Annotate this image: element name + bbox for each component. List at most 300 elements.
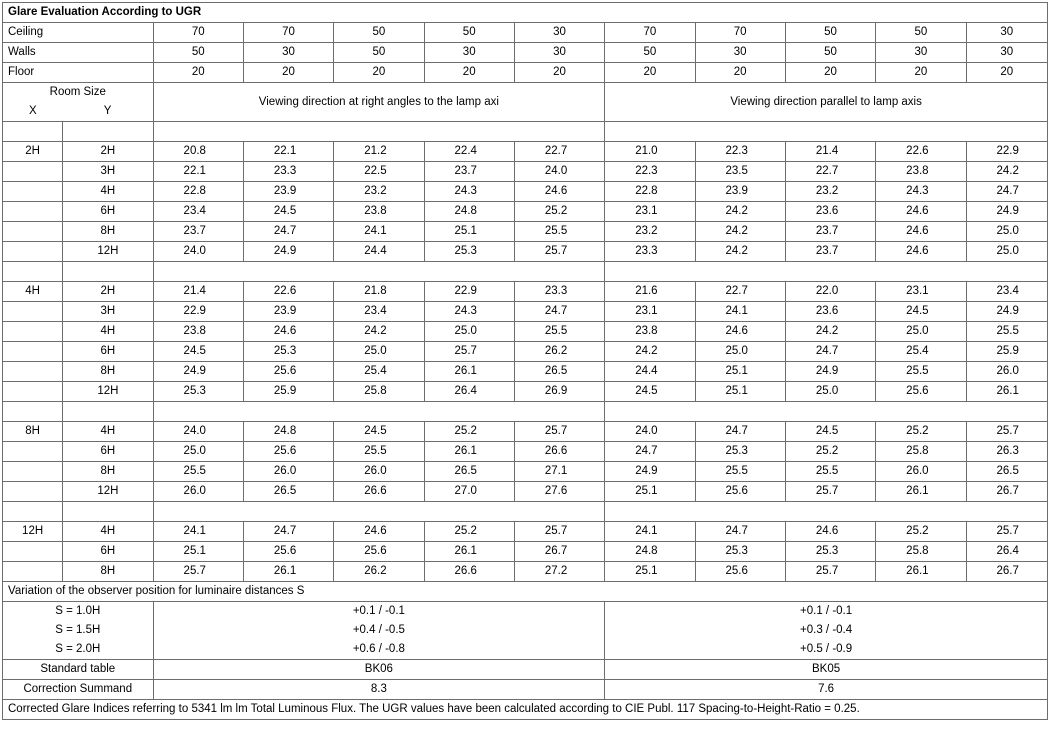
ugr-value: 24.2 — [334, 322, 424, 342]
table-row — [3, 182, 1048, 202]
variation-value-par: +0.1 / -0.1 — [605, 602, 1048, 622]
ugr-value: 23.2 — [785, 182, 875, 202]
ugr-value: 26.1 — [243, 562, 333, 582]
reflectance-label-walls: Walls — [3, 43, 154, 63]
ugr-value: 25.7 — [966, 522, 1048, 542]
footer-note: Corrected Glare Indices referring to 5341 lm lm Total Luminous Flux. The UGR values have been calculated according to CIE Publ. 117 Spacing-to-Height-Ratio = 0.25. — [3, 700, 1048, 720]
standard-table-par: BK05 — [605, 660, 1048, 680]
ugr-value: 22.3 — [695, 142, 785, 162]
ugr-value: 23.4 — [153, 202, 243, 222]
ugr-value: 26.0 — [966, 362, 1048, 382]
reflectance-row-walls — [3, 43, 1048, 63]
reflectance-value: 70 — [243, 23, 333, 43]
ugr-value: 25.0 — [785, 382, 875, 402]
ugr-value: 23.7 — [785, 222, 875, 242]
group-spacer — [3, 262, 1048, 282]
table-row — [3, 562, 1048, 582]
ugr-value: 24.2 — [966, 162, 1048, 182]
y-value: 3H — [63, 302, 153, 322]
table-row — [3, 222, 1048, 242]
y-value: 2H — [63, 142, 153, 162]
ugr-value: 25.1 — [153, 542, 243, 562]
ugr-value: 26.0 — [153, 482, 243, 502]
y-value: 4H — [63, 522, 153, 542]
ugr-value: 25.2 — [424, 522, 514, 542]
y-value: 2H — [63, 282, 153, 302]
reflectance-value: 30 — [514, 23, 604, 43]
ugr-value: 26.2 — [334, 562, 424, 582]
x-header: X — [3, 102, 63, 122]
ugr-value: 25.5 — [785, 462, 875, 482]
reflectance-value: 20 — [695, 63, 785, 83]
ugr-value: 22.0 — [785, 282, 875, 302]
ugr-value: 25.7 — [153, 562, 243, 582]
ugr-value: 22.9 — [966, 142, 1048, 162]
variation-value-perp: +0.1 / -0.1 — [153, 602, 605, 622]
variation-row — [3, 621, 1048, 640]
ugr-value: 26.7 — [514, 542, 604, 562]
reflectance-value: 20 — [966, 63, 1048, 83]
viewing-direction-parallel-header: Viewing direction parallel to lamp axis — [605, 83, 1048, 122]
reflectance-value: 50 — [785, 43, 875, 63]
ugr-value: 26.5 — [424, 462, 514, 482]
table-row — [3, 242, 1048, 262]
ugr-value: 22.6 — [243, 282, 333, 302]
ugr-value: 22.7 — [785, 162, 875, 182]
ugr-value: 23.6 — [785, 202, 875, 222]
ugr-value: 23.7 — [424, 162, 514, 182]
ugr-value: 24.6 — [876, 222, 966, 242]
table-row — [3, 342, 1048, 362]
reflectance-label-ceiling: Ceiling — [3, 23, 154, 43]
viewing-direction-right-angles-header: Viewing direction at right angles to the lamp axi — [153, 83, 605, 122]
y-value: 6H — [63, 542, 153, 562]
ugr-value: 23.9 — [243, 182, 333, 202]
ugr-value: 24.0 — [514, 162, 604, 182]
ugr-value: 23.2 — [605, 222, 695, 242]
ugr-value: 24.3 — [424, 182, 514, 202]
ugr-value: 24.6 — [876, 202, 966, 222]
y-value: 3H — [63, 162, 153, 182]
group-spacer — [3, 122, 1048, 142]
ugr-value: 22.1 — [243, 142, 333, 162]
ugr-value: 22.9 — [153, 302, 243, 322]
ugr-value: 23.1 — [876, 282, 966, 302]
ugr-value: 25.9 — [966, 342, 1048, 362]
footer-row — [3, 700, 1048, 720]
title-row — [3, 3, 1048, 23]
reflectance-value: 20 — [153, 63, 243, 83]
ugr-value: 24.8 — [243, 422, 333, 442]
ugr-value: 25.6 — [243, 442, 333, 462]
y-value: 6H — [63, 442, 153, 462]
ugr-value: 22.6 — [876, 142, 966, 162]
ugr-value: 23.2 — [334, 182, 424, 202]
ugr-value: 24.0 — [153, 242, 243, 262]
table-row — [3, 542, 1048, 562]
ugr-value: 22.3 — [605, 162, 695, 182]
ugr-value: 25.5 — [966, 322, 1048, 342]
ugr-value: 25.2 — [876, 422, 966, 442]
ugr-value: 23.8 — [876, 162, 966, 182]
ugr-value: 24.7 — [243, 222, 333, 242]
ugr-value: 25.2 — [785, 442, 875, 462]
ugr-value: 24.5 — [243, 202, 333, 222]
ugr-value: 26.1 — [424, 542, 514, 562]
ugr-value: 25.5 — [514, 222, 604, 242]
x-value: 4H — [3, 282, 63, 302]
ugr-value: 24.8 — [605, 542, 695, 562]
ugr-value: 25.6 — [695, 562, 785, 582]
ugr-value: 22.5 — [334, 162, 424, 182]
reflectance-row-ceiling — [3, 23, 1048, 43]
ugr-value: 21.8 — [334, 282, 424, 302]
table-row — [3, 442, 1048, 462]
reflectance-row-floor — [3, 63, 1048, 83]
ugr-value: 25.0 — [695, 342, 785, 362]
ugr-value: 24.7 — [785, 342, 875, 362]
ugr-value: 24.7 — [514, 302, 604, 322]
ugr-value: 24.6 — [876, 242, 966, 262]
ugr-value: 25.6 — [243, 542, 333, 562]
ugr-value: 23.8 — [153, 322, 243, 342]
reflectance-value: 70 — [695, 23, 785, 43]
variation-value-par: +0.5 / -0.9 — [605, 640, 1048, 660]
ugr-value: 24.3 — [424, 302, 514, 322]
ugr-value: 26.1 — [424, 362, 514, 382]
reflectance-value: 30 — [966, 43, 1048, 63]
variation-label: S = 2.0H — [3, 640, 154, 660]
ugr-value: 25.7 — [785, 482, 875, 502]
ugr-value: 25.0 — [966, 222, 1048, 242]
ugr-value: 26.2 — [514, 342, 604, 362]
y-value: 4H — [63, 322, 153, 342]
ugr-value: 26.0 — [243, 462, 333, 482]
ugr-value: 23.3 — [514, 282, 604, 302]
ugr-value: 24.5 — [785, 422, 875, 442]
ugr-value: 24.2 — [605, 342, 695, 362]
ugr-value: 21.4 — [153, 282, 243, 302]
ugr-value: 27.6 — [514, 482, 604, 502]
y-value: 8H — [63, 562, 153, 582]
ugr-value: 24.9 — [153, 362, 243, 382]
ugr-value: 25.9 — [243, 382, 333, 402]
ugr-value: 26.5 — [243, 482, 333, 502]
ugr-value: 24.9 — [605, 462, 695, 482]
reflectance-value: 20 — [334, 63, 424, 83]
ugr-value: 22.8 — [153, 182, 243, 202]
ugr-value: 25.3 — [695, 542, 785, 562]
reflectance-value: 30 — [514, 43, 604, 63]
reflectance-value: 20 — [605, 63, 695, 83]
ugr-value: 23.8 — [605, 322, 695, 342]
page-title: Glare Evaluation According to UGR — [3, 3, 1048, 23]
ugr-value: 26.9 — [514, 382, 604, 402]
ugr-value: 26.5 — [966, 462, 1048, 482]
correction-summand-row — [3, 680, 1048, 700]
ugr-value: 25.0 — [966, 242, 1048, 262]
table-row — [3, 482, 1048, 502]
ugr-value: 24.6 — [334, 522, 424, 542]
ugr-value: 26.1 — [966, 382, 1048, 402]
ugr-value: 26.1 — [876, 482, 966, 502]
variation-label: S = 1.5H — [3, 621, 154, 640]
ugr-value: 24.2 — [785, 322, 875, 342]
ugr-value: 22.1 — [153, 162, 243, 182]
reflectance-value: 70 — [153, 23, 243, 43]
reflectance-value: 20 — [876, 63, 966, 83]
x-value: 12H — [3, 522, 63, 542]
ugr-value: 25.3 — [785, 542, 875, 562]
y-value: 12H — [63, 382, 153, 402]
reflectance-value: 50 — [605, 43, 695, 63]
table-row — [3, 462, 1048, 482]
ugr-value: 23.7 — [785, 242, 875, 262]
y-header: Y — [63, 102, 153, 122]
ugr-value: 23.3 — [243, 162, 333, 182]
standard-table-row — [3, 660, 1048, 680]
ugr-value: 24.1 — [605, 522, 695, 542]
ugr-value: 23.4 — [334, 302, 424, 322]
ugr-value: 24.0 — [605, 422, 695, 442]
ugr-value: 25.6 — [243, 362, 333, 382]
ugr-value: 27.1 — [514, 462, 604, 482]
ugr-value: 25.0 — [424, 322, 514, 342]
ugr-value: 24.9 — [243, 242, 333, 262]
ugr-value: 26.4 — [966, 542, 1048, 562]
ugr-value: 21.6 — [605, 282, 695, 302]
y-value: 8H — [63, 462, 153, 482]
room-size-header: Room Size — [3, 83, 154, 103]
reflectance-value: 30 — [424, 43, 514, 63]
ugr-value: 26.4 — [424, 382, 514, 402]
correction-summand-perp: 8.3 — [153, 680, 605, 700]
ugr-value: 25.0 — [153, 442, 243, 462]
ugr-value: 23.9 — [695, 182, 785, 202]
reflectance-value: 50 — [785, 23, 875, 43]
ugr-value: 25.6 — [334, 542, 424, 562]
ugr-value: 22.8 — [605, 182, 695, 202]
reflectance-value: 50 — [334, 43, 424, 63]
ugr-value: 24.5 — [605, 382, 695, 402]
ugr-value: 25.2 — [876, 522, 966, 542]
ugr-value: 25.0 — [334, 342, 424, 362]
ugr-value: 24.1 — [334, 222, 424, 242]
table-row — [3, 142, 1048, 162]
ugr-value: 26.5 — [514, 362, 604, 382]
ugr-value: 22.4 — [424, 142, 514, 162]
ugr-value: 25.5 — [334, 442, 424, 462]
ugr-value: 25.5 — [695, 462, 785, 482]
variation-row — [3, 640, 1048, 660]
ugr-value: 25.4 — [334, 362, 424, 382]
ugr-value: 25.3 — [695, 442, 785, 462]
ugr-value: 25.7 — [966, 422, 1048, 442]
reflectance-value: 50 — [334, 23, 424, 43]
ugr-value: 26.6 — [424, 562, 514, 582]
ugr-value: 24.7 — [966, 182, 1048, 202]
ugr-value: 24.6 — [695, 322, 785, 342]
reflectance-value: 20 — [424, 63, 514, 83]
ugr-value: 24.9 — [966, 202, 1048, 222]
y-value: 8H — [63, 222, 153, 242]
ugr-value: 25.3 — [424, 242, 514, 262]
ugr-value: 24.4 — [605, 362, 695, 382]
standard-table-label: Standard table — [3, 660, 154, 680]
ugr-value: 25.1 — [695, 362, 785, 382]
y-value: 4H — [63, 422, 153, 442]
ugr-value: 24.6 — [243, 322, 333, 342]
ugr-value: 25.3 — [153, 382, 243, 402]
ugr-value: 24.5 — [334, 422, 424, 442]
ugr-value: 26.7 — [966, 482, 1048, 502]
table-row — [3, 362, 1048, 382]
variation-heading-row — [3, 582, 1048, 602]
standard-table-perp: BK06 — [153, 660, 605, 680]
ugr-value: 25.7 — [514, 242, 604, 262]
ugr-value: 20.8 — [153, 142, 243, 162]
ugr-value: 24.2 — [695, 202, 785, 222]
reflectance-value: 30 — [966, 23, 1048, 43]
ugr-value: 24.5 — [876, 302, 966, 322]
variation-label: S = 1.0H — [3, 602, 154, 622]
ugr-value: 26.3 — [966, 442, 1048, 462]
ugr-value: 24.5 — [153, 342, 243, 362]
y-value: 4H — [63, 182, 153, 202]
table-row — [3, 162, 1048, 182]
ugr-value: 24.0 — [153, 422, 243, 442]
ugr-value: 26.6 — [334, 482, 424, 502]
correction-summand-par: 7.6 — [605, 680, 1048, 700]
ugr-value: 21.0 — [605, 142, 695, 162]
ugr-value: 23.7 — [153, 222, 243, 242]
ugr-value: 25.0 — [876, 322, 966, 342]
ugr-value: 24.7 — [695, 422, 785, 442]
reflectance-value: 30 — [695, 43, 785, 63]
ugr-value: 24.9 — [966, 302, 1048, 322]
group-spacer — [3, 502, 1048, 522]
reflectance-value: 20 — [514, 63, 604, 83]
ugr-value: 25.1 — [605, 562, 695, 582]
table-row — [3, 322, 1048, 342]
ugr-value: 23.1 — [605, 302, 695, 322]
ugr-value: 25.2 — [514, 202, 604, 222]
table-row — [3, 202, 1048, 222]
ugr-value: 25.8 — [334, 382, 424, 402]
ugr-value: 25.2 — [424, 422, 514, 442]
reflectance-value: 30 — [243, 43, 333, 63]
ugr-value: 25.7 — [514, 422, 604, 442]
ugr-value: 26.7 — [966, 562, 1048, 582]
ugr-value: 25.3 — [243, 342, 333, 362]
ugr-value: 25.1 — [605, 482, 695, 502]
ugr-value: 24.8 — [424, 202, 514, 222]
reflectance-value: 50 — [876, 23, 966, 43]
ugr-value: 25.5 — [153, 462, 243, 482]
ugr-value: 24.6 — [785, 522, 875, 542]
table-row — [3, 302, 1048, 322]
ugr-value: 25.1 — [424, 222, 514, 242]
table-row — [3, 522, 1048, 542]
ugr-value: 25.7 — [514, 522, 604, 542]
ugr-value: 24.2 — [695, 222, 785, 242]
reflectance-label-floor: Floor — [3, 63, 154, 83]
reflectance-value: 50 — [153, 43, 243, 63]
table-row — [3, 422, 1048, 442]
ugr-value: 25.1 — [695, 382, 785, 402]
ugr-value: 27.2 — [514, 562, 604, 582]
ugr-value: 26.6 — [514, 442, 604, 462]
viewing-direction-header-row — [3, 83, 1048, 103]
ugr-value: 24.1 — [695, 302, 785, 322]
ugr-value: 23.9 — [243, 302, 333, 322]
ugr-value: 24.7 — [243, 522, 333, 542]
ugr-value: 25.7 — [785, 562, 875, 582]
reflectance-value: 20 — [243, 63, 333, 83]
variation-row — [3, 602, 1048, 622]
ugr-value: 25.6 — [876, 382, 966, 402]
reflectance-value: 50 — [424, 23, 514, 43]
ugr-value: 23.1 — [605, 202, 695, 222]
ugr-value: 24.3 — [876, 182, 966, 202]
ugr-value: 22.7 — [514, 142, 604, 162]
ugr-value: 24.1 — [153, 522, 243, 542]
ugr-value: 25.6 — [695, 482, 785, 502]
table-row — [3, 382, 1048, 402]
ugr-value: 25.4 — [876, 342, 966, 362]
table-row — [3, 282, 1048, 302]
ugr-value: 22.7 — [695, 282, 785, 302]
ugr-value: 25.7 — [424, 342, 514, 362]
x-value: 8H — [3, 422, 63, 442]
ugr-value: 24.6 — [514, 182, 604, 202]
reflectance-value: 20 — [785, 63, 875, 83]
ugr-value: 25.5 — [876, 362, 966, 382]
ugr-value: 24.2 — [695, 242, 785, 262]
ugr-value: 23.6 — [785, 302, 875, 322]
ugr-value: 26.0 — [334, 462, 424, 482]
ugr-value: 26.1 — [424, 442, 514, 462]
ugr-value: 23.4 — [966, 282, 1048, 302]
y-value: 12H — [63, 482, 153, 502]
y-value: 8H — [63, 362, 153, 382]
group-spacer — [3, 402, 1048, 422]
ugr-value: 27.0 — [424, 482, 514, 502]
reflectance-value: 70 — [605, 23, 695, 43]
ugr-value: 25.5 — [514, 322, 604, 342]
ugr-value: 23.3 — [605, 242, 695, 262]
ugr-value: 26.1 — [876, 562, 966, 582]
ugr-table — [2, 2, 1048, 720]
ugr-value: 26.0 — [876, 462, 966, 482]
ugr-value: 25.8 — [876, 542, 966, 562]
variation-heading: Variation of the observer position for luminaire distances S — [3, 582, 1048, 602]
ugr-value: 24.4 — [334, 242, 424, 262]
variation-value-perp: +0.6 / -0.8 — [153, 640, 605, 660]
ugr-value: 24.7 — [695, 522, 785, 542]
reflectance-value: 30 — [876, 43, 966, 63]
ugr-value: 21.4 — [785, 142, 875, 162]
y-value: 12H — [63, 242, 153, 262]
ugr-value: 24.7 — [605, 442, 695, 462]
ugr-value: 22.9 — [424, 282, 514, 302]
ugr-value: 21.2 — [334, 142, 424, 162]
ugr-value: 24.9 — [785, 362, 875, 382]
variation-value-perp: +0.4 / -0.5 — [153, 621, 605, 640]
x-value: 2H — [3, 142, 63, 162]
ugr-value: 23.8 — [334, 202, 424, 222]
variation-value-par: +0.3 / -0.4 — [605, 621, 1048, 640]
